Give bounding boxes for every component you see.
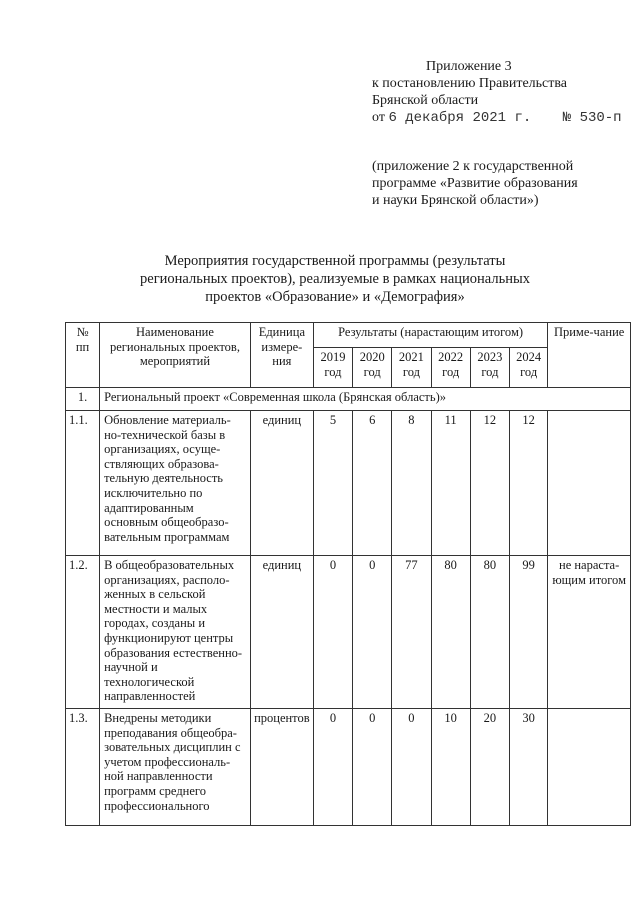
row-unit: единиц (250, 556, 313, 709)
row-value-2021: 77 (392, 556, 431, 709)
annex-number: № 530-п (562, 110, 622, 126)
heading-line-3: проектов «Образование» и «Демография» (205, 289, 465, 305)
annex-title: Приложение 3 (426, 59, 512, 74)
section-row (66, 388, 631, 411)
annex2-line-3: и науки Брянской области») (372, 193, 539, 208)
row-unit: процентов (250, 709, 313, 826)
header-year-2023: 2023 год (470, 348, 509, 388)
row-num: 1.1. (66, 411, 100, 556)
row-name: Внедрены методики преподавания общеобра-зовательных дисциплин с учетом профессиональ-ной направленности программ среднего профессионального (100, 709, 251, 826)
row-value-2024: 99 (510, 556, 548, 709)
section-num: 1. (66, 388, 100, 411)
row-name: В общеобразовательных организациях, располо-женных в сельской местности и малых городах, созданы и функционируют центры образования естественно-научной и технологической направленностей (100, 556, 251, 709)
row-value-2022: 10 (431, 709, 470, 826)
document-heading (100, 252, 570, 306)
annex-date-line (372, 109, 637, 127)
table-row (66, 556, 631, 709)
row-value-2023: 20 (470, 709, 509, 826)
row-value-2019: 5 (313, 411, 352, 556)
row-value-2020: 6 (353, 411, 392, 556)
annex-line-2: к постановлению Правительства (372, 76, 568, 91)
header-note: Приме-чание (548, 323, 631, 388)
annex-date: 6 декабря 2021 г. (388, 110, 532, 126)
row-value-2023: 12 (470, 411, 509, 556)
table-row (66, 411, 631, 556)
measures-table (65, 322, 631, 826)
row-num: 1.2. (66, 556, 100, 709)
header-unit: Единица измере-ния (250, 323, 313, 388)
header-num: № пп (66, 323, 100, 388)
row-value-2019: 0 (313, 556, 352, 709)
row-value-2022: 80 (431, 556, 470, 709)
section-title: Региональный проект «Современная школа (Брянская область)» (100, 388, 631, 411)
annex2-line-1: (приложение 2 к государственной (372, 159, 574, 174)
row-value-2021: 0 (392, 709, 431, 826)
header-results: Результаты (нарастающим итогом) (313, 323, 547, 348)
header-year-2022: 2022 год (431, 348, 470, 388)
row-value-2019: 0 (313, 709, 352, 826)
header-year-2019: 2019 год (313, 348, 352, 388)
annex2-block (372, 158, 637, 209)
heading-line-1: Мероприятия государственной программы (результаты (164, 253, 506, 269)
row-note (548, 411, 631, 556)
heading-line-2: региональных проектов), реализуемые в рамках национальных (140, 271, 530, 287)
row-note: не нараста-ющим итогом (548, 556, 631, 709)
row-note (548, 709, 631, 826)
row-value-2021: 8 (392, 411, 431, 556)
row-value-2024: 30 (510, 709, 548, 826)
row-unit: единиц (250, 411, 313, 556)
row-value-2020: 0 (353, 556, 392, 709)
header-name: Наименование региональных проектов, мероприятий (100, 323, 251, 388)
header-year-2020: 2020 год (353, 348, 392, 388)
annex2-line-2: программе «Развитие образования (372, 176, 578, 191)
annex-from-label: от (372, 110, 385, 125)
annex-block (372, 58, 637, 127)
row-name: Обновление материаль-но-технической базы в организациях, осуще-ствляющих образова-тельную деятельность исключительно по адаптированным основным общеобразо-вательным программам (100, 411, 251, 556)
row-value-2020: 0 (353, 709, 392, 826)
header-year-2024: 2024 год (510, 348, 548, 388)
row-value-2024: 12 (510, 411, 548, 556)
row-value-2023: 80 (470, 556, 509, 709)
header-row-1 (66, 323, 631, 348)
header-year-2021: 2021 год (392, 348, 431, 388)
annex-line-3: Брянской области (372, 93, 479, 108)
row-value-2022: 11 (431, 411, 470, 556)
row-num: 1.3. (66, 709, 100, 826)
table-row (66, 709, 631, 826)
